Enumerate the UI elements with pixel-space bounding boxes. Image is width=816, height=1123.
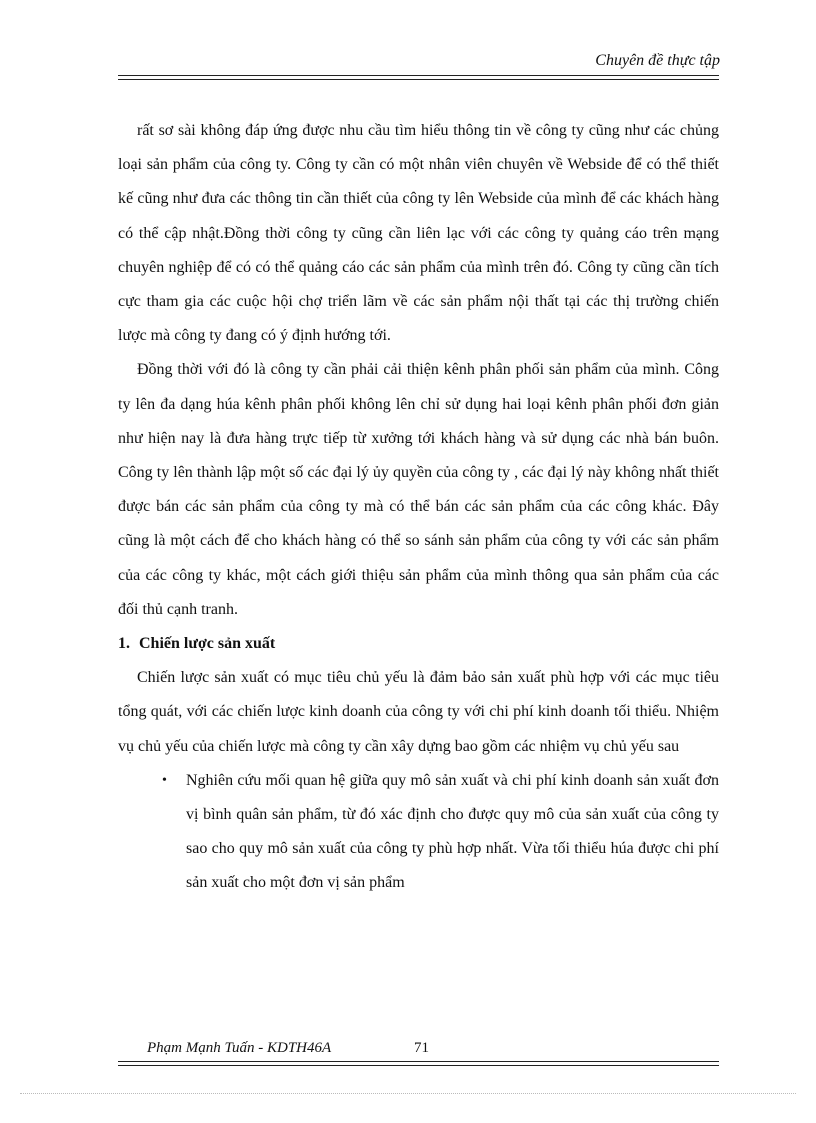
paragraph-2: Đồng thời với đó là công ty cần phải cải thiện kênh phân phối sản phẩm của mình. Công ty lên đa dạng húa kênh phân phối không lên chỉ sử dụng hai loại kênh phân phối đơn giản như hiện nay là đưa hàng trực tiếp từ xưởng tới khách hàng và sử dụng các nhà bán buôn. Công ty lên thành lập một số các đại lý ủy quyền của công ty , các đại lý này không nhất thiết được bán các sản phẩm của công ty mà có thể bán các sản phẩm của các công khác. Đây cũng là một cách để cho khách hàng có thể so sánh sản phẩm của công ty với các sản phẩm của các công ty khác, một cách giới thiệu sản phẩm của mình thông qua sản phẩm của các đối thủ cạnh tranh. — [118, 361, 719, 618]
section-heading — [118, 627, 719, 661]
header-rule-bottom — [118, 79, 719, 80]
section-paragraph: Chiến lược sản xuất có mục tiêu chủ yếu là đảm bảo sản xuất phù hợp với các mục tiêu tổng quát, với các chiến lược kinh doanh của công ty với chi phí kinh doanh tối thiểu. Nhiệm vụ chủ yếu của chiến lược mà công ty cần xây dựng bao gồm các nhiệm vụ chủ yếu sau — [118, 669, 719, 755]
page-number: 71 — [414, 1040, 429, 1056]
page-edge-divider — [20, 1093, 796, 1094]
document-body — [118, 114, 719, 901]
bullet-item — [118, 764, 719, 901]
header-title: Chuyên đề thực tập — [595, 52, 720, 69]
section-title: Chiến lược sản xuất — [139, 635, 276, 653]
bullet-text: Nghiên cứu mối quan hệ giữa quy mô sản xuất và chi phí kinh doanh sản xuất đơn vị bình quân sản phẩm, từ đó xác định cho được quy mô của sản xuất của công ty sao cho quy mô sản xuất của công ty phù hợp nhất. Vừa tối thiểu húa được chi phí sản xuất cho một đơn vị sản phẩm — [186, 771, 719, 892]
footer-rule-bottom — [118, 1065, 719, 1066]
footer-author: Phạm Mạnh Tuấn - KDTH46A — [147, 1040, 332, 1056]
bullet-icon: • — [162, 772, 167, 788]
footer-rule-top — [118, 1061, 719, 1062]
header-rule-top — [118, 75, 719, 76]
paragraph-1: rất sơ sài không đáp ứng được nhu cầu tìm hiểu thông tin về công ty cũng như các chủng loại sản phẩm của công ty. Công ty cần có một nhân viên chuyên về Webside để có thể thiết kế cũng như đưa các thông tin cần thiết của công ty lên Webside của mình để các khách hàng có thể cập nhật.Đồng thời công ty cũng cần liên lạc với các công ty quảng cáo trên mạng chuyên nghiệp để có có thể quảng cáo các sản phẩm của mình trên đó. Công ty cũng cần tích cực tham gia các cuộc hội chợ triển lãm về các sản phẩm nội thất tại các thị trường chiến lược mà công ty đang có ý định hướng tới. — [118, 122, 719, 345]
section-number: 1. — [118, 635, 130, 653]
